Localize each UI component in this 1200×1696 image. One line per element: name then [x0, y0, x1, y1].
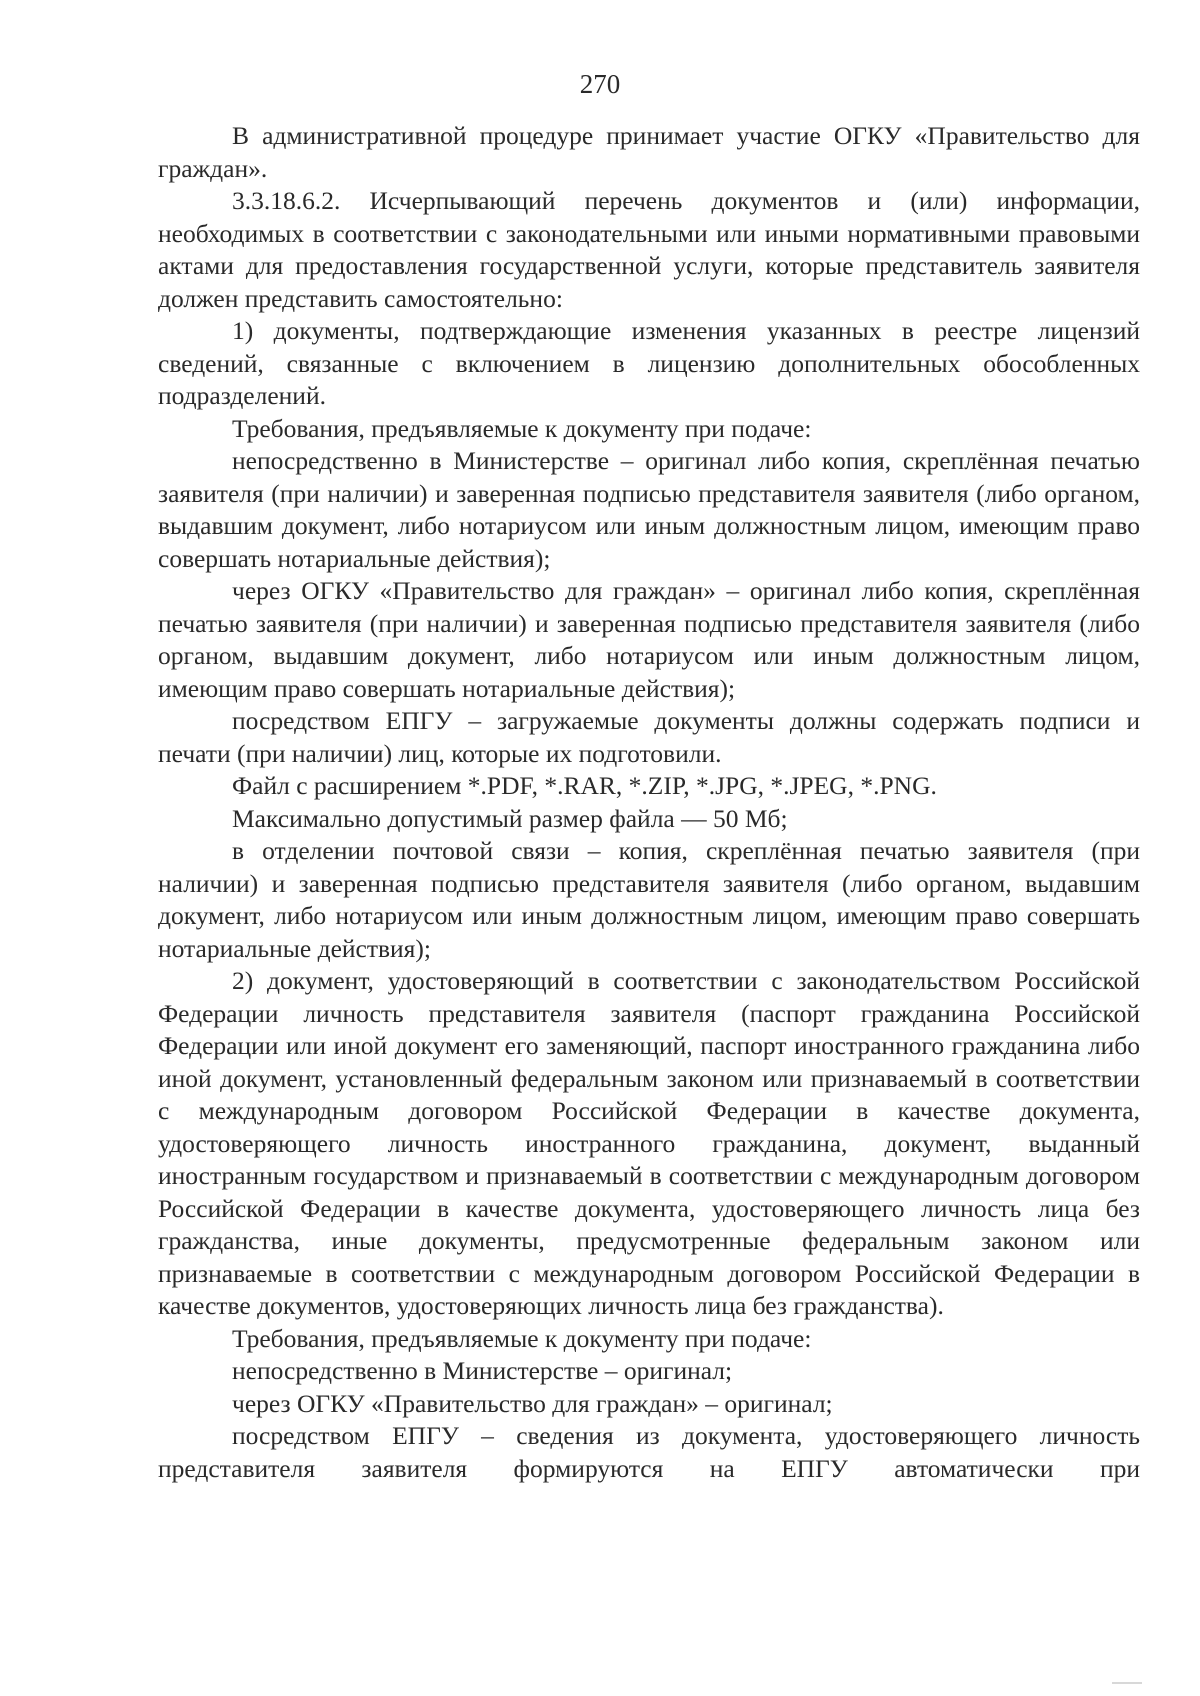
paragraph-epgu-identity: посредством ЕПГУ – сведения из документа, удостоверяющего личность представителя заявителя формируются на ЕПГУ автоматически при [158, 1421, 1140, 1483]
paragraph-participant: В административной процедуре принимает участие ОГКУ «Правительство для граждан». [158, 121, 1140, 183]
paragraph-ministry-original: непосредственно в Министерстве – оригинал; [232, 1356, 733, 1385]
paragraph-ministry-submission: непосредственно в Министерстве – оригинал либо копия, скреплённая печатью заявителя (при наличии) и заверенная подписью представителя заявителя (либо органом, выдавшим документ, либо нотариусом или иным должностным лицом, имеющим право совершать нотариальные действия); [158, 446, 1140, 573]
paragraph-max-file-size: Максимально допустимый размер файла — 50 Мб; [232, 803, 788, 833]
document-body [158, 120, 1140, 1485]
page-number: 270 [579, 69, 621, 99]
paragraph-section-3-3-18-6-2: 3.3.18.6.2. Исчерпывающий перечень документов и (или) информации, необходимых в соответствии с законодательными или иными нормативными правовыми актами для предоставления государственной услуги, которые представитель заявителя должен представить самостоятельно: [158, 186, 1140, 313]
scan-mark [1112, 1682, 1142, 1684]
paragraph-post-office-submission: в отделении почтовой связи – копия, скреплённая печатью заявителя (при наличии) и заверенная подписью представителя заявителя (либо органом, выдавшим документ, либо нотариусом или иным должностным лицом, имеющим право совершать нотариальные действия); [158, 836, 1140, 963]
paragraph-ogku-original: через ОГКУ «Правительство для граждан» – оригинал; [232, 1388, 833, 1418]
paragraph-requirements-heading-2: Требования, предъявляемые к документу при подаче: [232, 1323, 812, 1353]
paragraph-item-1: 1) документы, подтверждающие изменения указанных в реестре лицензий сведений, связанные с включением в лицензию дополнительных обособленных подразделений. [158, 316, 1140, 410]
paragraph-ogku-submission: через ОГКУ «Правительство для граждан» – оригинал либо копия, скреплённая печатью заявителя (при наличии) и заверенная подписью представителя заявителя (либо органом, выдавшим документ, либо нотариусом или иным должностным лицом, имеющим право совершать нотариальные действия); [158, 576, 1140, 703]
paragraph-item-2: 2) документ, удостоверяющий в соответствии с законодательством Российской Федерации личность представителя заявителя (паспорт гражданина Российской Федерации или иной документ его заменяющий, паспорт иностранного гражданина либо иной документ, установленный федеральным законом или признаваемый в соответствии с международным договором Российской Федерации в качестве документа, удостоверяющего личность иностранного гражданина, документ, выданный иностранным государством и признаваемый в соответствии с международным договором Российской Федерации в качестве документа, удостоверяющего личность лица без гражданства, иные документы, предусмотренные федеральным законом или признаваемые в соответствии с международным договором Российской Федерации в качестве документов, удостоверяющих личность лица без гражданства). [158, 966, 1140, 1320]
paragraph-file-extensions: Файл с расширением *.PDF, *.RAR, *.ZIP, *.JPG, *.JPEG, *.PNG. [232, 771, 937, 800]
paragraph-epgu-submission: посредством ЕПГУ – загружаемые документы должны содержать подписи и печати (при наличии) лиц, которые их подготовили. [158, 706, 1140, 768]
paragraph-requirements-heading: Требования, предъявляемые к документу при подаче: [232, 413, 812, 443]
